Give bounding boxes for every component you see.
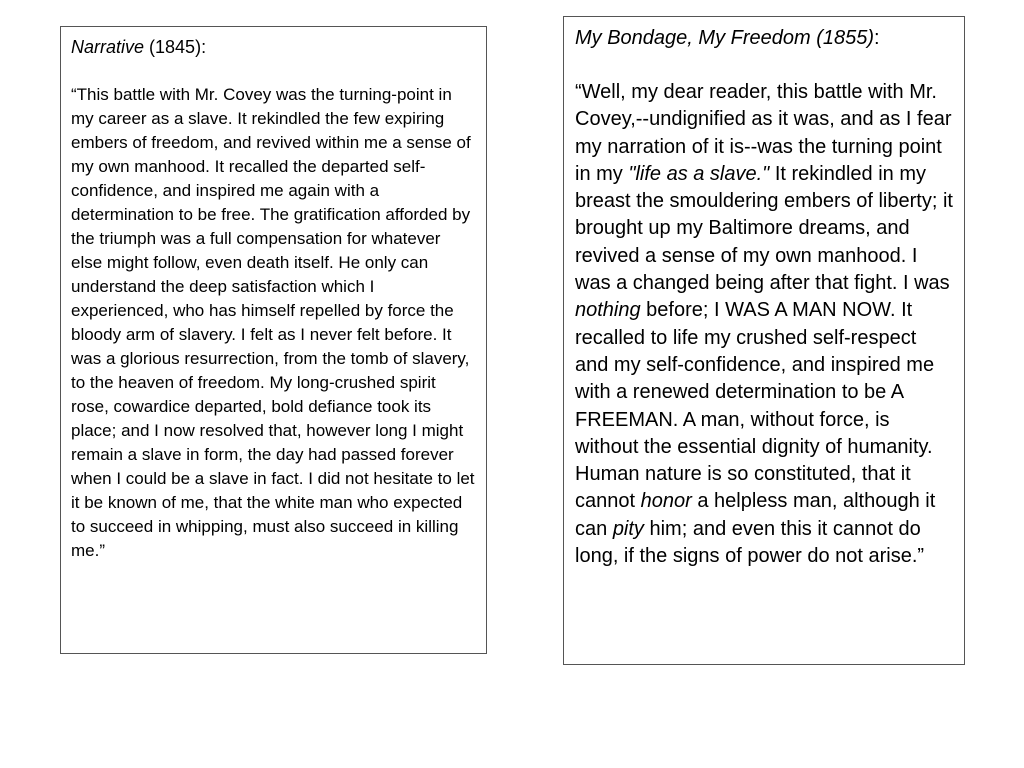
quote-segment-3: before; I WAS A MAN NOW. It recalled to life my crushed self-respect and my self-confidence, and inspired me with a renewed determination to be A FREEMAN. A man, without force, is without the essential dignity of humanity. Human nature is so constituted, that it cannot bbox=[575, 299, 935, 513]
my-bondage-title-colon: : bbox=[874, 27, 880, 49]
quote-emphasis-nothing: nothing bbox=[575, 299, 641, 322]
quote-segment-5: him; and even this it cannot do long, if the signs of power do not arise.” bbox=[575, 517, 925, 568]
my-bondage-1855-quote-box bbox=[563, 16, 965, 665]
quote-emphasis-pity: pity bbox=[612, 517, 644, 540]
quote-emphasis-life-as-a-slave: "life as a slave." bbox=[628, 162, 770, 185]
narrative-title: Narrative bbox=[71, 37, 145, 57]
quote-segment-1: “Well, my dear reader, this battle with Mr. Covey,--undignified as it was, and as I fear my narration of it is--was the turning point in my bbox=[575, 81, 952, 185]
quote-segment-4: a helpless man, although it can bbox=[575, 490, 936, 540]
my-bondage-heading bbox=[575, 25, 954, 52]
my-bondage-quote-text bbox=[575, 79, 954, 570]
narrative-year: (1845): bbox=[144, 37, 207, 57]
my-bondage-title: My Bondage, My Freedom (1855) bbox=[575, 27, 875, 49]
narrative-1845-quote-box bbox=[60, 26, 487, 654]
quote-segment-2: It rekindled in my breast the smouldering embers of liberty; it brought up my Baltimore dreams, and revived a sense of my own manhood. I was a changed being after that fight. I was bbox=[575, 162, 953, 295]
narrative-quote-text: “This battle with Mr. Covey was the turning-point in my career as a slave. It rekindled the few expiring embers of freedom, and revived within me a sense of my own manhood. It recalled the departed self-confidence, and inspired me again with a determination to be free. The gratification afforded by the triumph was a full compensation for whatever else might follow, even death itself. He only can understand the deep satisfaction which I experienced, who has himself repelled by force the bloody arm of slavery. I felt as I never felt before. It was a glorious resurrection, from the tomb of slavery, to the heaven of freedom. My long-crushed spirit rose, cowardice departed, bold defiance took its place; and I now resolved that, however long I might remain a slave in form, the day had passed forever when I could be a slave in fact. I did not hesitate to let it be known of me, that the white man who expected to succeed in whipping, must also succeed in killing me.” bbox=[71, 85, 475, 560]
quote-emphasis-honor: honor bbox=[640, 490, 692, 513]
narrative-heading bbox=[71, 35, 476, 59]
